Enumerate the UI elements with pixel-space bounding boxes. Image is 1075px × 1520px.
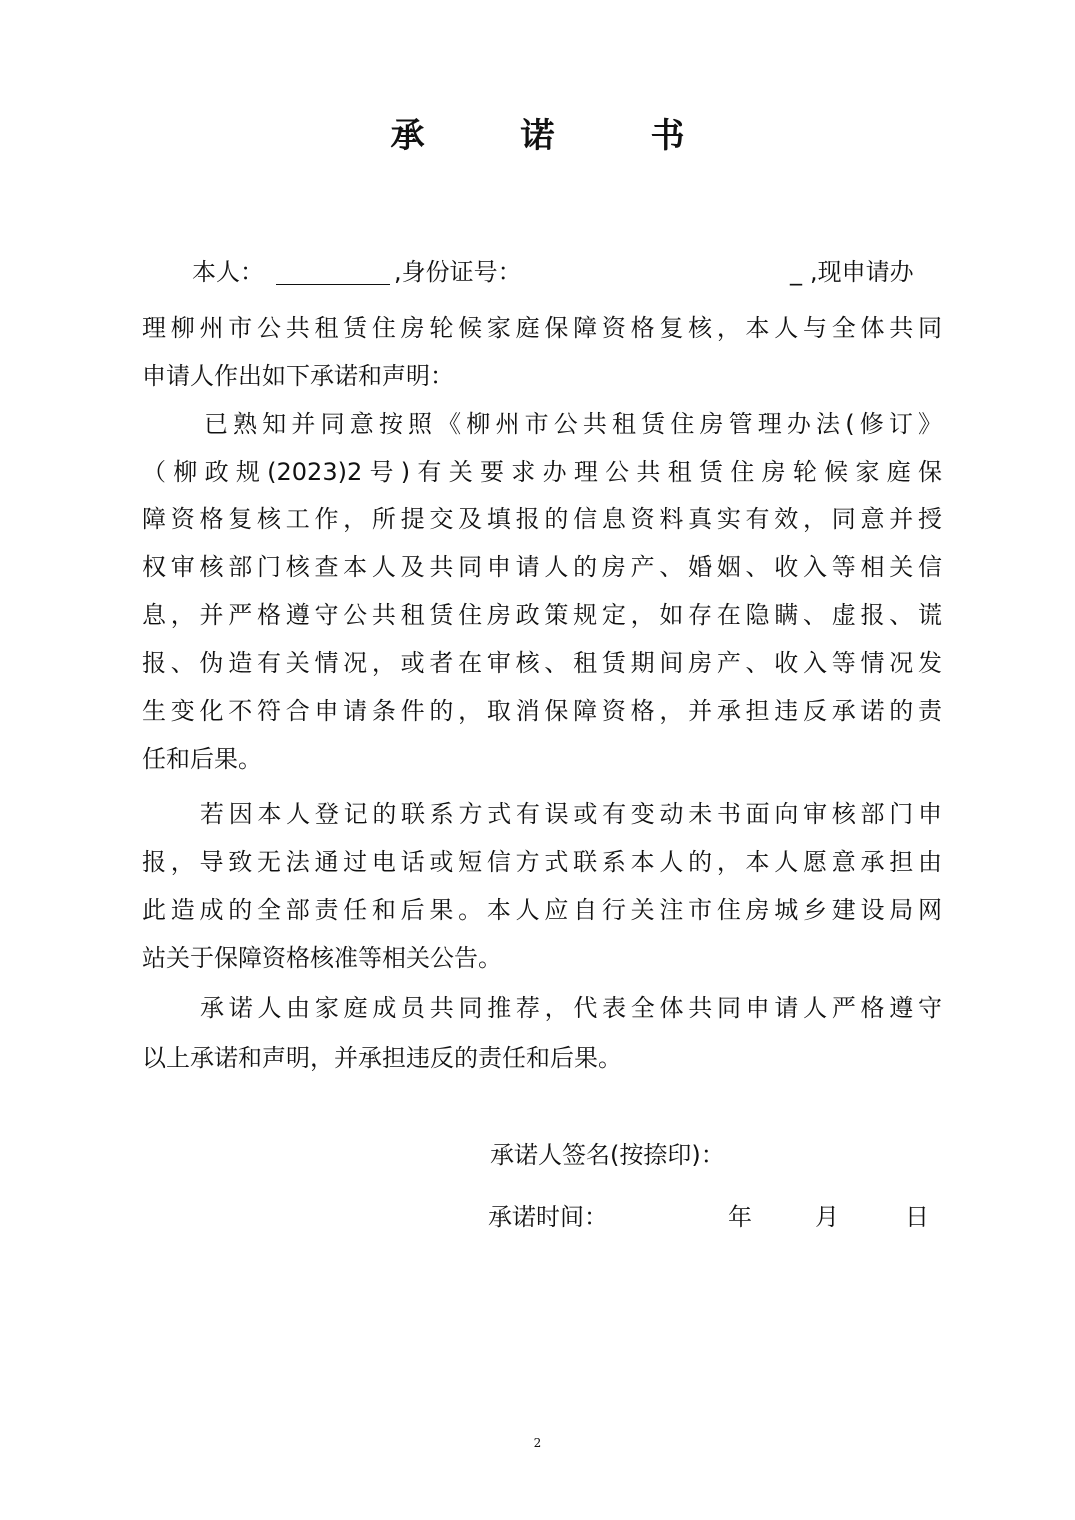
signature-label: 承诺人签名(按捺印)： — [490, 1141, 725, 1169]
intro-line-3: 申请人作出如下承诺和声明： — [142, 362, 454, 390]
title-char-2: 诺 — [520, 116, 555, 156]
page-number: 2 — [533, 1436, 542, 1450]
para2-line-2: 报，导致无法通过电话或短信方式联系本人的，本人愿意承担由 — [142, 848, 942, 876]
id-blank-tail-text: _ — [790, 258, 802, 286]
para1-line-4: 权审核部门核查本人及共同申请人的房产、婚姻、收入等相关信 — [142, 553, 942, 581]
intro-suffix — [810, 256, 914, 288]
para1-line-7: 生变化不符合申请条件的，取消保障资格，并承担违反承诺的责 — [142, 697, 942, 725]
para3-line-1: 承诺人由家庭成员共同推荐，代表全体共同申请人严格遵守 — [200, 994, 942, 1022]
day-label: 日 — [905, 1203, 929, 1231]
date-label: 承诺时间： — [488, 1203, 608, 1231]
month-label: 月 — [815, 1203, 839, 1231]
intro-line-2: 理柳州市公共租赁住房轮候家庭保障资格复核，本人与全体共同 — [142, 314, 942, 342]
para1-line-1: 已熟知并同意按照《柳州市公共租赁住房管理办法(修订》 — [204, 410, 942, 438]
para1-line-2: （柳政规(2023)2号)有关要求办理公共租赁住房轮候家庭保 — [142, 458, 942, 486]
name-label: 本人： — [192, 258, 264, 286]
para2-line-1: 若因本人登记的联系方式有误或有变动未书面向审核部门申 — [200, 800, 942, 828]
para1-line-5: 息，并严格遵守公共租赁住房政策规定，如存在隐瞒、虚报、谎 — [142, 601, 942, 629]
para2-line-3: 此造成的全部责任和后果。本人应自行关注市住房城乡建设局网 — [142, 896, 942, 924]
title-char-1: 承 — [390, 116, 425, 156]
para1-line-3: 障资格复核工作，所提交及填报的信息资料真实有效，同意并授 — [142, 505, 942, 533]
id-label: ,身份证号： — [394, 258, 522, 286]
title-char-3: 书 — [650, 116, 685, 156]
para1-line-6: 报、伪造有关情况，或者在审核、租赁期间房产、收入等情况发 — [142, 649, 942, 677]
intro-suffix-text: ,现申请办 — [810, 258, 914, 286]
para2-line-4: 站关于保障资格核准等相关公告。 — [142, 944, 502, 972]
para1-line-8: 任和后果。 — [142, 745, 262, 773]
year-label: 年 — [728, 1203, 752, 1231]
id-label-wrap — [394, 256, 522, 288]
id-blank-tail — [790, 256, 802, 288]
name-blank — [276, 258, 390, 285]
para3-line-2: 以上承诺和声明，并承担违反的责任和后果。 — [142, 1044, 622, 1072]
intro-line-1 — [192, 256, 264, 288]
page-title — [0, 108, 1075, 157]
